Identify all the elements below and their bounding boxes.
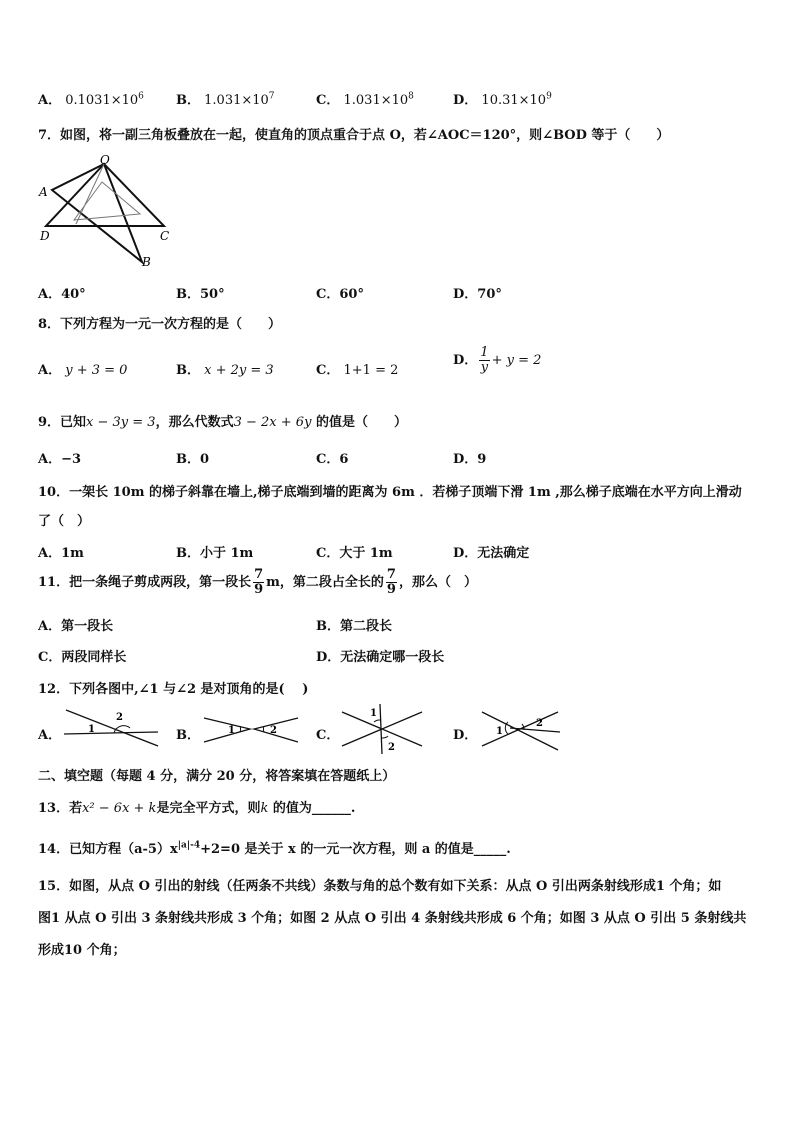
svg-text:1: 1: [496, 726, 503, 737]
q12-figure-d: [480, 706, 562, 752]
svg-text:1: 1: [228, 725, 235, 736]
q7-option-c: C．60°: [316, 287, 364, 302]
q7-option-a: A．40°: [38, 287, 86, 302]
q10-option-c: C．大于 1m: [316, 546, 393, 561]
q10-stem-line2: 了（ ）: [38, 514, 91, 529]
q9-stem: 9．已知x − 3y = 3，那么代数式3 − 2x + 6y 的值是（ ）: [38, 415, 407, 430]
label-o: O: [100, 153, 110, 167]
svg-text:2: 2: [388, 742, 395, 753]
label-d: D: [40, 229, 50, 243]
q9-option-d: D．9: [453, 452, 487, 467]
q6-option-c: C． $1.031\times 10^8$: [316, 91, 414, 108]
q8-stem: 8．下列方程为一元一次方程的是（ ）: [38, 317, 282, 332]
q10-stem-line1: 10．一架长 10m 的梯子斜靠在墙上,梯子底端到墙的距离为 6m ．若梯子顶端下滑 1m ,那么梯子底端在水平方向上滑动: [38, 485, 742, 500]
q6-option-d: D． $10.31\times 10^9$: [453, 91, 552, 108]
label-a: A: [39, 185, 48, 199]
label-b: B: [142, 255, 151, 269]
svg-text:1: 1: [88, 724, 95, 735]
q9-option-a: A．−3: [38, 452, 82, 467]
q15-stem-line3: 形成10 个角；: [38, 943, 126, 958]
q15-stem-line1: 15．如图，从点 O 引出的射线（任两条不共线）条数与角的总个数有如下关系：从点 O 引出两条射线形成1 个角；如: [38, 879, 722, 894]
section-title: 二、填空题（每题 4 分，满分 20 分，将答案填在答题纸上）: [38, 769, 396, 784]
q11-stem: 11．把一条绳子剪成两段，第一段长 $\frac{7}{9}$ m，第二段占全长的 $\frac{7}{9}$ ，那么（ ）: [38, 567, 477, 597]
q12-stem: 12．下列各图中,∠1 与∠2 是对顶角的是( ): [38, 682, 309, 697]
svg-text:2: 2: [270, 725, 277, 736]
q10-option-b: B．小于 1m: [176, 546, 254, 561]
svg-text:2: 2: [116, 712, 123, 723]
q12-option-b: B．: [176, 728, 200, 743]
q8-option-a: A． y + 3 = 0: [38, 363, 128, 378]
q11-option-c: C．两段同样长: [38, 650, 127, 665]
q7-stem: 7．如图，将一副三角板叠放在一起，使直角的顶点重合于点 O，若∠AOC＝120°，则∠BOD 等于（ ）: [38, 128, 670, 143]
q12-figure-a: [62, 706, 162, 750]
q12-option-d: D．: [453, 728, 478, 743]
q6-option-b: B． $1.031\times 10^7$: [176, 91, 275, 108]
q11-option-a: A．第一段长: [38, 619, 114, 634]
q9-option-b: B．0: [176, 452, 210, 467]
q12-figure-c: [338, 702, 426, 754]
q8-option-b: B． x + 2y = 3: [176, 363, 274, 378]
q13-stem: 13．若x² − 6x + k是完全平方式，则k 的值为______.: [38, 801, 356, 816]
svg-text:1: 1: [370, 708, 377, 719]
q7-option-d: D．70°: [453, 287, 502, 302]
q8-option-d: D． $\frac{1}{y}$ + y = 2: [453, 345, 542, 375]
q8-option-c: C． 1+1 = 2: [316, 363, 399, 378]
q12-figure-b: [200, 712, 302, 746]
q11-option-b: B．第二段长: [316, 619, 392, 634]
q10-option-a: A．1m: [38, 546, 84, 561]
label-c: C: [160, 229, 170, 243]
q15-stem-line2: 图1 从点 O 引出 3 条射线共形成 3 个角；如图 2 从点 O 引出 4 条射线共形成 6 个角；如图 3 从点 O 引出 5 条射线共: [38, 911, 747, 926]
q12-option-a: A．: [38, 728, 62, 743]
q12-option-c: C．: [316, 728, 340, 743]
q11-option-d: D．无法确定哪一段长: [316, 650, 445, 665]
q9-option-c: C．6: [316, 452, 349, 467]
q7-option-b: B．50°: [176, 287, 225, 302]
q6-option-a: A． $0.1031\times 10^6$: [38, 91, 144, 108]
q7-triangle-figure: [36, 152, 176, 270]
svg-text:2: 2: [536, 718, 543, 729]
q10-option-d: D．无法确定: [453, 546, 530, 561]
q14-stem: 14．已知方程$(a-5)x^{|a|-4}+2=0$ 是关于 x 的一元一次方程，则 a 的值是_____.: [38, 840, 511, 857]
